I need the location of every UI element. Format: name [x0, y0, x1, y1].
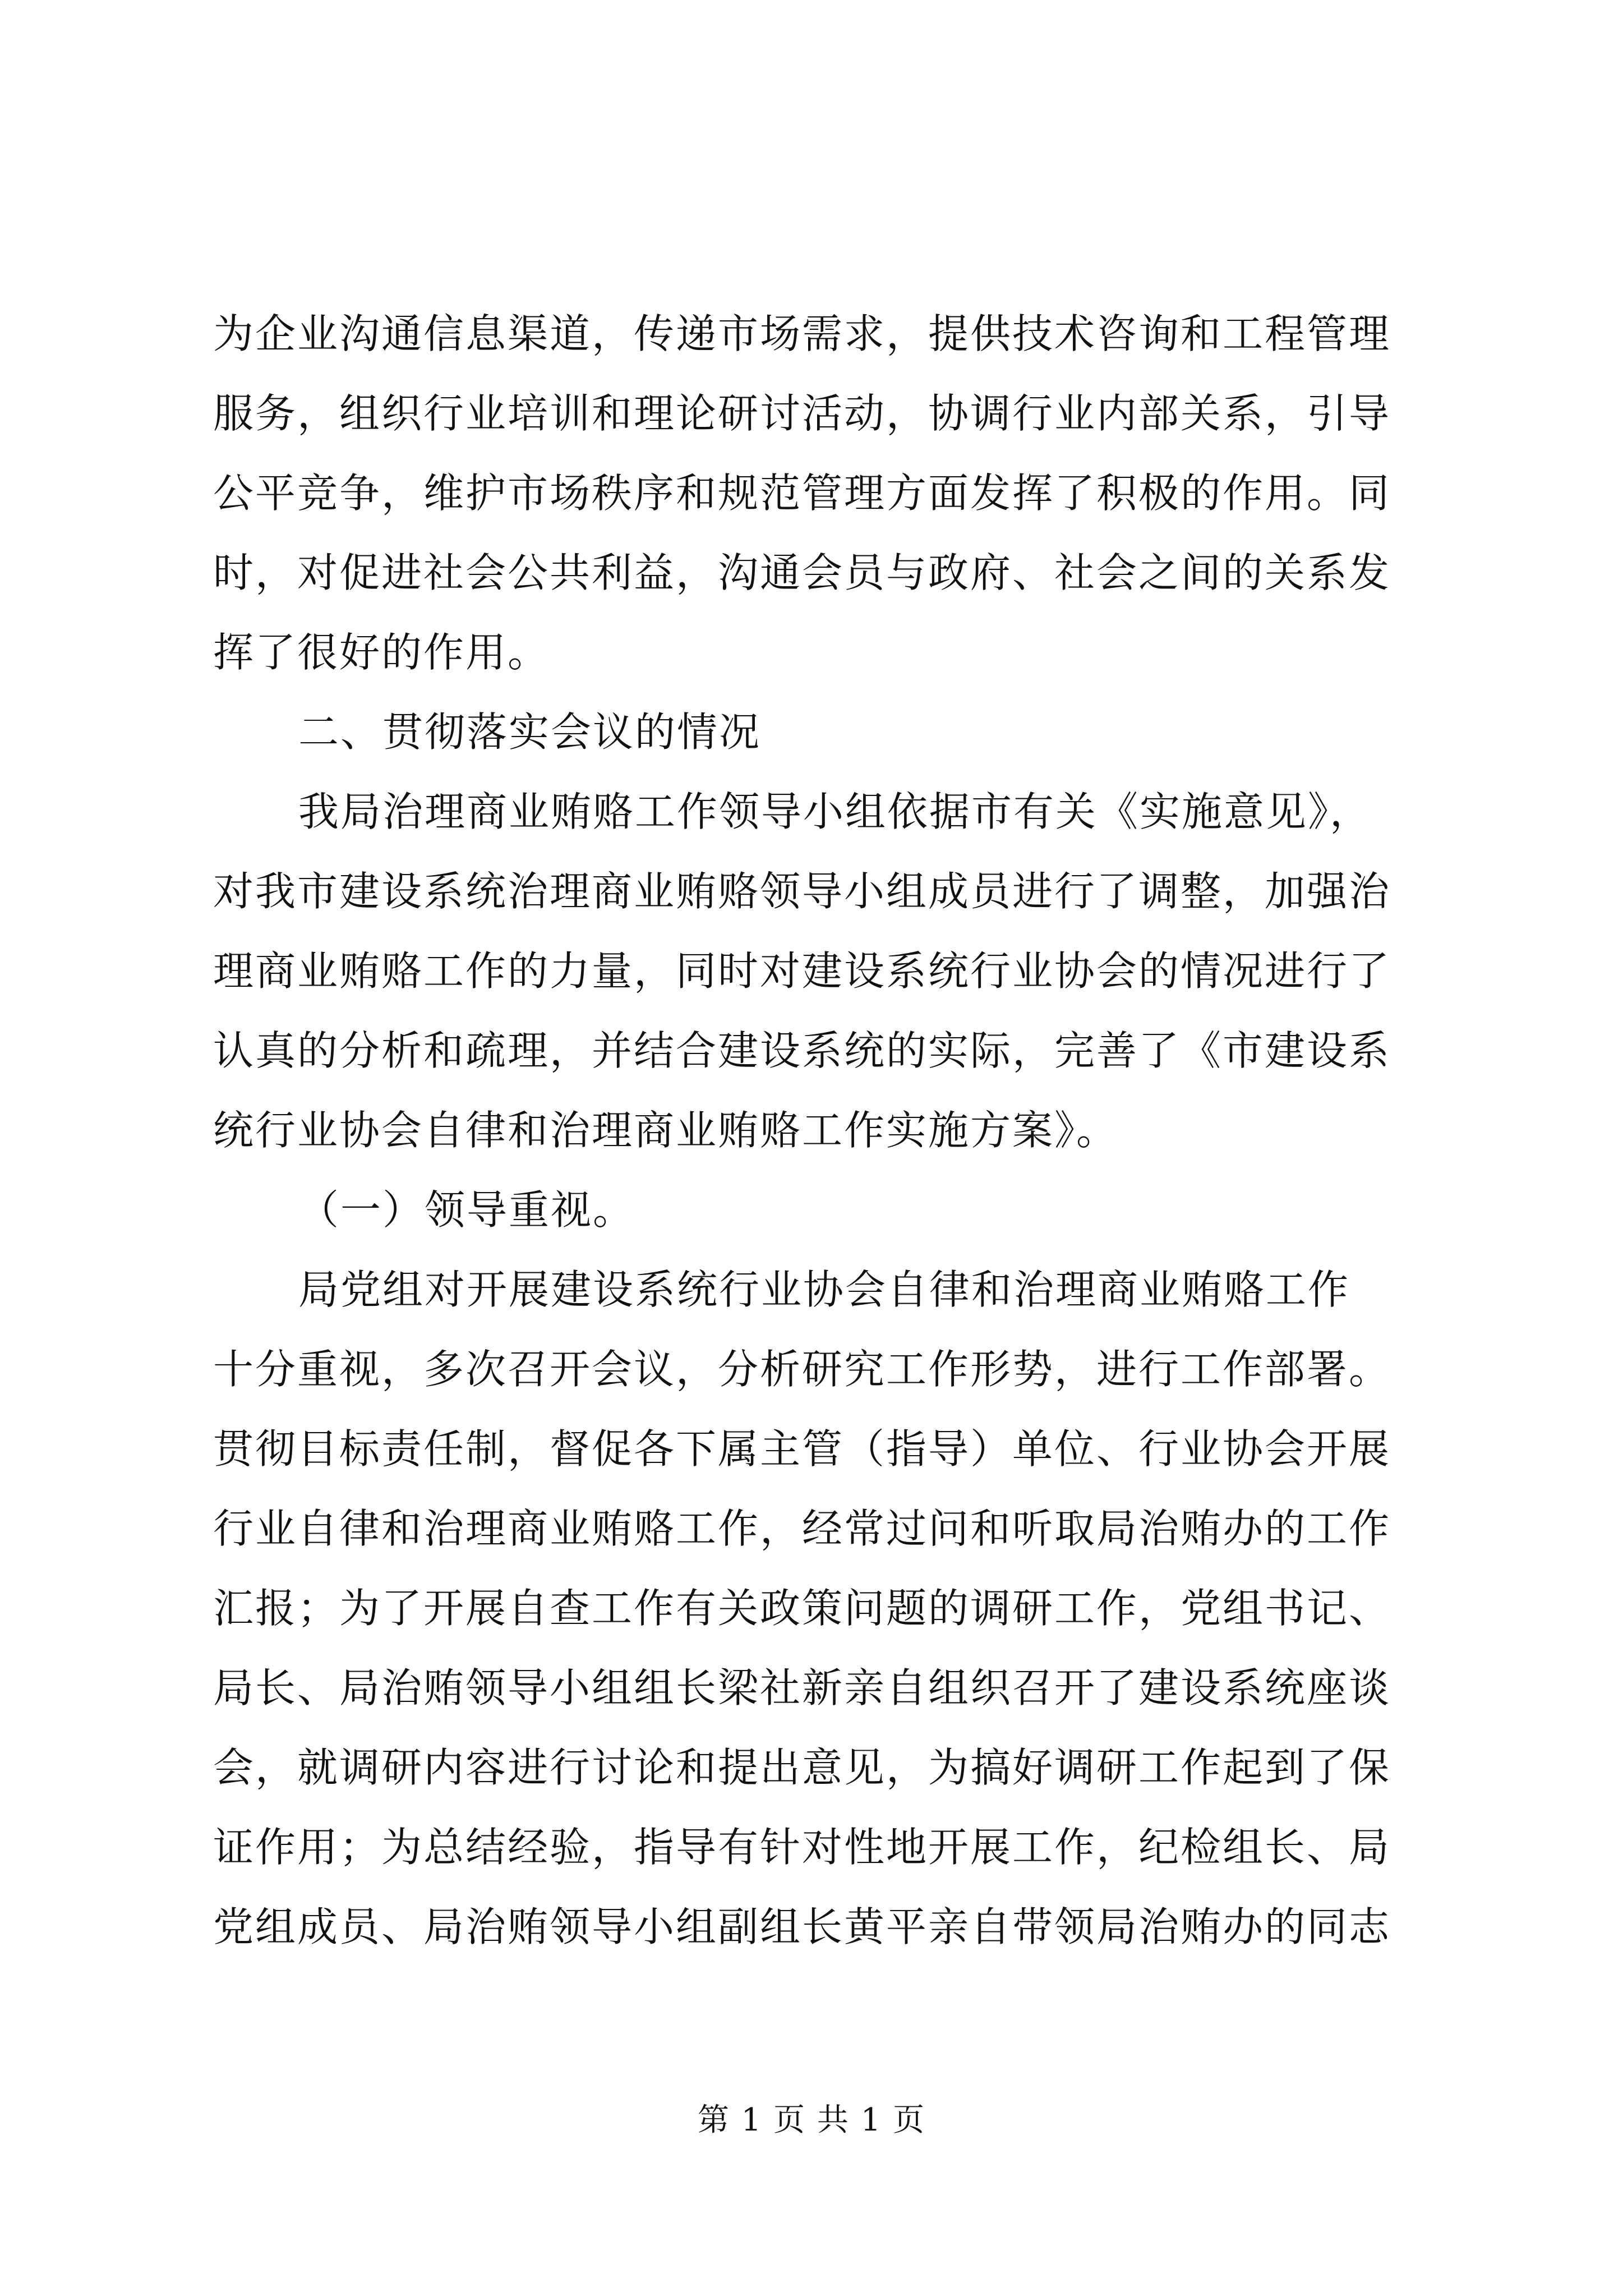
body-line-18: 局长、局治贿领导小组组长梁社新亲自组织召开了建设系统座谈 — [213, 1664, 1391, 1711]
body-line-10: 认真的分析和疏理，并结合建设系统的实际，完善了《市建设系 — [213, 1027, 1391, 1074]
body-line-8: 对我市建设系统治理商业贿赂领导小组成员进行了调整，加强治 — [213, 868, 1391, 915]
subsection-heading-1: （一）领导重视。 — [298, 1186, 635, 1234]
body-line-5: 挥了很好的作用。 — [213, 629, 550, 676]
body-line-14: 十分重视，多次召开会议，分析研究工作形势，进行工作部署。 — [213, 1346, 1391, 1393]
page-footer: 第 1 页 共 1 页 — [697, 2102, 926, 2138]
body-line-7: 我局治理商业贿赂工作领导小组依据市有关《实施意见》， — [298, 788, 1372, 835]
body-line-13: 局党组对开展建设系统行业协会自律和治理商业贿赂工作 — [298, 1266, 1350, 1313]
body-line-11: 统行业协会自律和治理商业贿赂工作实施方案》。 — [213, 1107, 1119, 1154]
body-line-4: 时，对促进社会公共利益，沟通会员与政府、社会之间的关系发 — [213, 549, 1391, 596]
body-line-19: 会，就调研内容进行讨论和提出意见，为搞好调研工作起到了保 — [213, 1744, 1391, 1791]
body-line-1: 为企业沟通信息渠道，传递市场需求，提供技术咨询和工程管理 — [213, 310, 1391, 357]
body-line-9: 理商业贿赂工作的力量，同时对建设系统行业协会的情况进行了 — [213, 947, 1391, 995]
body-line-20: 证作用；为总结经验，指导有针对性地开展工作，纪检组长、局 — [213, 1824, 1391, 1871]
body-line-21: 党组成员、局治贿领导小组副组长黄平亲自带领局治贿办的同志 — [213, 1903, 1391, 1950]
body-line-15: 贯彻目标责任制，督促各下属主管（指导）单位、行业协会开展 — [213, 1425, 1391, 1473]
body-line-17: 汇报；为了开展自查工作有关政策问题的调研工作，党组书记、 — [213, 1585, 1391, 1632]
body-line-3: 公平竞争，维护市场秩序和规范管理方面发挥了积极的作用。同 — [213, 470, 1391, 517]
body-line-16: 行业自律和治理商业贿赂工作，经常过问和听取局治贿办的工作 — [213, 1505, 1391, 1552]
body-line-2: 服务，组织行业培训和理论研讨活动，协调行业内部关系，引导 — [213, 390, 1391, 437]
section-heading-2: 二、贯彻落实会议的情况 — [298, 708, 762, 756]
